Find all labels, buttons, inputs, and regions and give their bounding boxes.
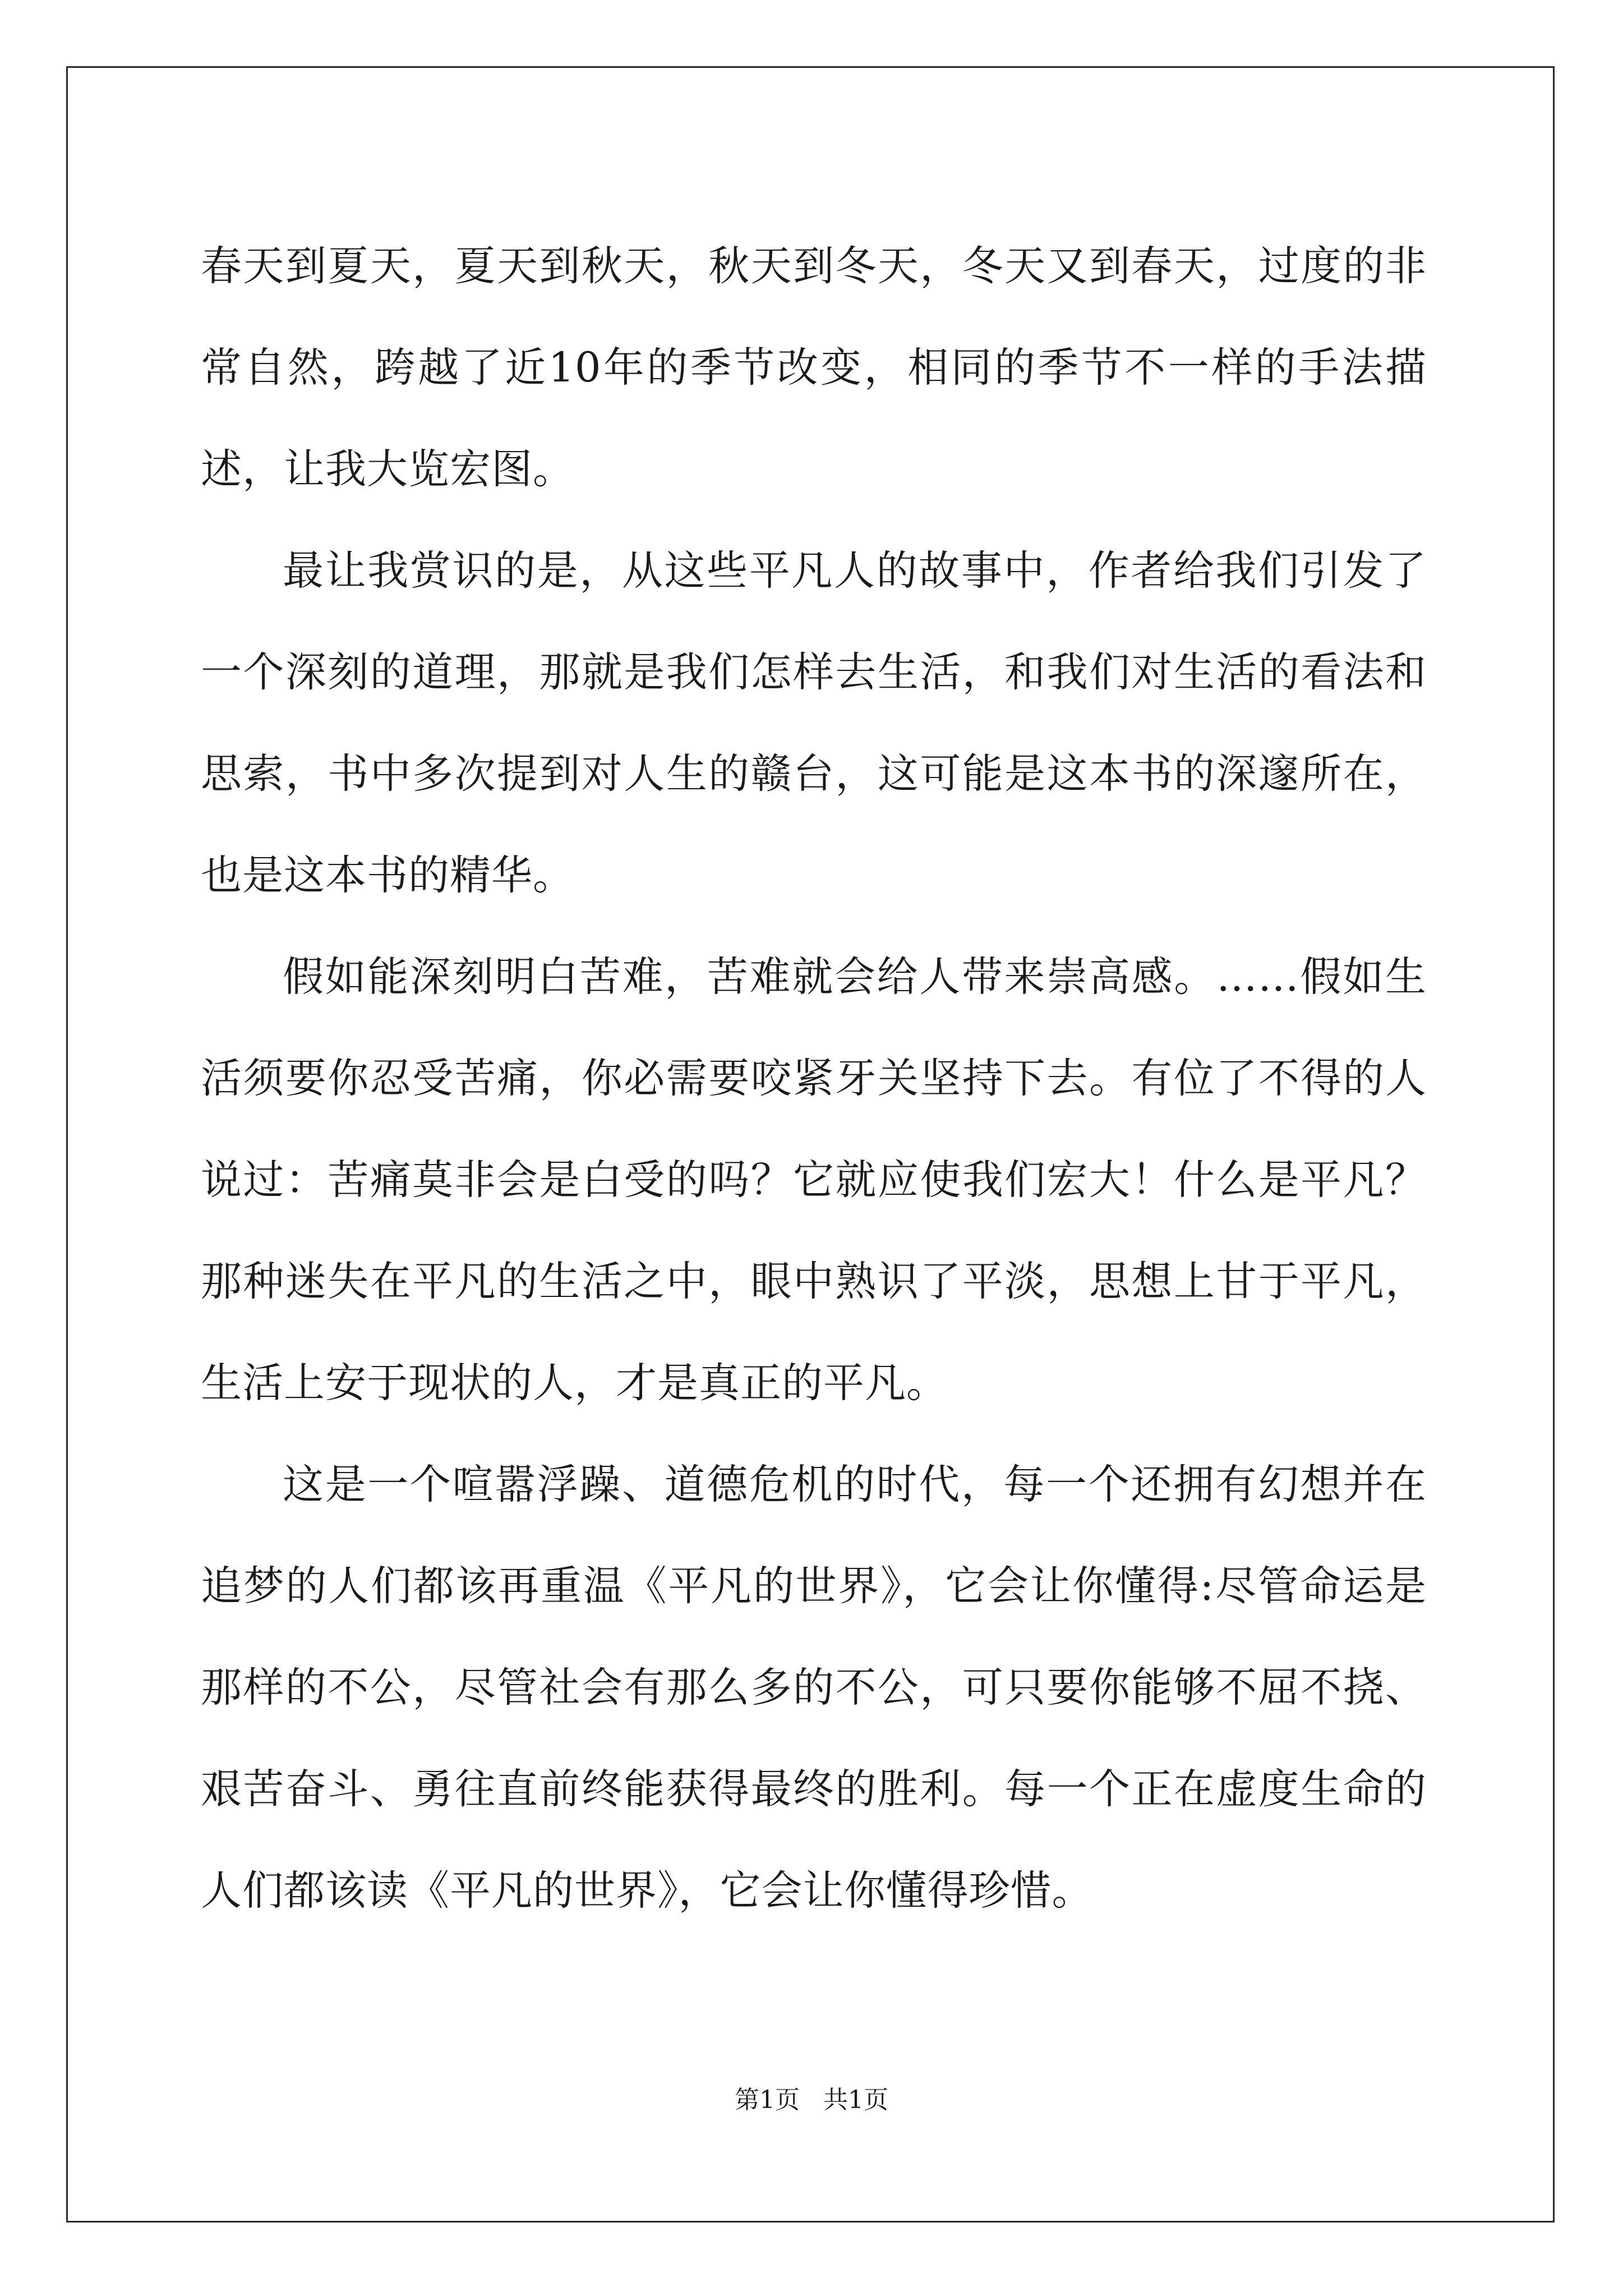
page-footer: 第1页 共1页 bbox=[735, 2086, 888, 2114]
document-body bbox=[201, 215, 1427, 1941]
paragraph: 春天到夏天，夏天到秋天，秋天到冬天，冬天又到春天，过度的非常自然，跨越了近10年的季节改变，相同的季节不一样的手法描述，让我大览宏图。 bbox=[201, 242, 1427, 493]
paragraph: 假如能深刻明白苦难，苦难就会给人带来崇高感。……假如生活须要你忍受苦痛，你必需要咬紧牙关坚持下去。有位了不得的人说过：苦痛莫非会是白受的吗？它就应使我们宏大！什么是平凡？那种迷失在平凡的生活之中，眼中熟识了平淡，思想上甘于平凡，生活上安于现状的人，才是真正的平凡。 bbox=[201, 953, 1427, 1407]
paragraph: 这是一个喧嚣浮躁、道德危机的时代，每一个还拥有幻想并在追梦的人们都该再重温《平凡的世界》，它会让你懂得:尽管命运是那样的不公，尽管社会有那么多的不公，可只要你能够不屈不挠、艰苦奋斗、勇往直前终能获得最终的胜利。每一个正在虚度生命的人们都该读《平凡的世界》，它会让你懂得珍惜。 bbox=[201, 1461, 1427, 1915]
paragraph: 最让我赏识的是，从这些平凡人的故事中，作者给我们引发了一个深刻的道理，那就是我们怎样去生活，和我们对生活的看法和思索，书中多次提到对人生的赣台，这可能是这本书的深邃所在，也是这本书的精华。 bbox=[201, 547, 1427, 899]
